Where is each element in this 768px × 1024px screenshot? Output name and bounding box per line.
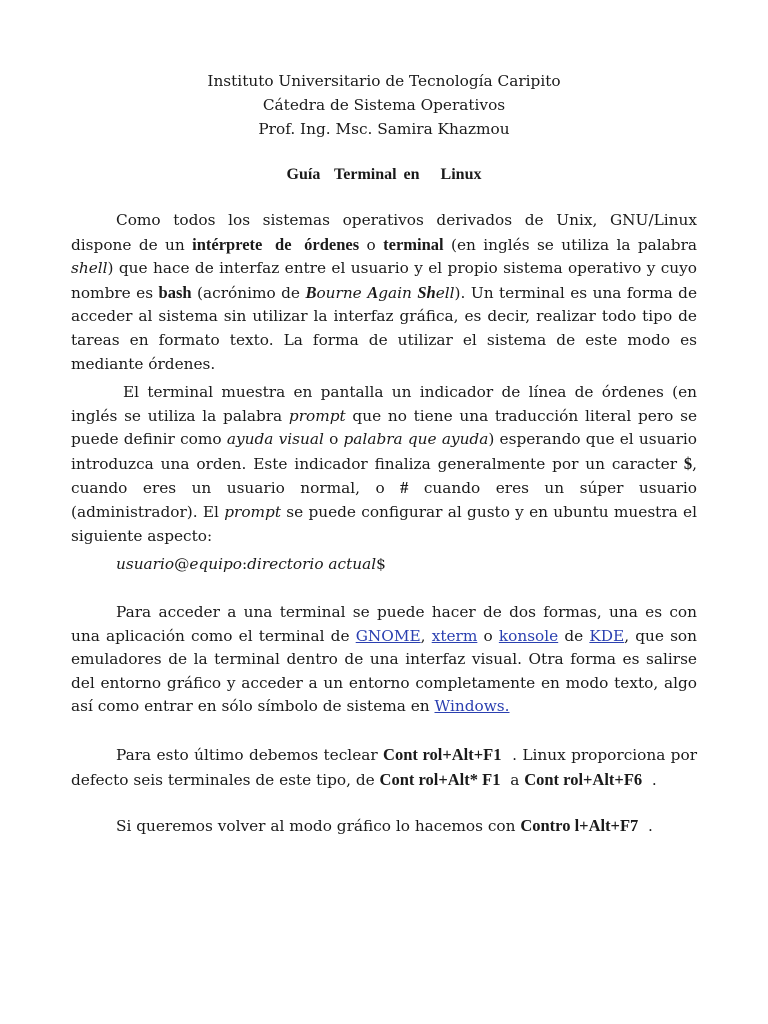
italic-term: prompt	[224, 502, 281, 521]
text: a	[500, 770, 525, 789]
link-gnome[interactable]: GNOME	[355, 626, 421, 645]
prompt-colon: :	[241, 555, 248, 573]
italic-term: shell	[71, 259, 108, 278]
prompt-example	[116, 555, 386, 573]
text: de	[558, 626, 590, 645]
text: ) esperando que el usuario introduzca una orden. Este indicador finaliza generalmente por un caracter	[71, 430, 697, 473]
paragraph-prompt	[71, 381, 697, 548]
text: Para esto último debemos teclear	[116, 746, 384, 764]
text: Si queremos volver al modo gráfico lo hacemos con	[116, 817, 521, 835]
text: .	[642, 770, 657, 789]
text: o	[323, 430, 344, 449]
italic-term: ell	[435, 283, 455, 302]
link-windows[interactable]: Windows.	[434, 697, 510, 716]
link-konsole[interactable]: konsole	[498, 626, 559, 645]
shortcut-ctrl-alt-f6: Cont rol+Alt+F6	[524, 769, 643, 789]
institution-name: Instituto Universitario de Tecnología Caripito	[207, 72, 561, 90]
department-name: Cátedra de Sistema Operativos	[262, 95, 506, 114]
paragraph-shortcuts	[71, 743, 702, 792]
text: (en inglés se utiliza la palabra	[443, 235, 697, 254]
bold-term: bash	[158, 282, 192, 302]
prompt-dollar: $	[376, 555, 386, 573]
text: Como todos los sistemas operativos derivados de Unix, GNU/Linux dispone de un	[71, 211, 697, 254]
text: (acrónimo de	[191, 283, 306, 302]
link-xterm[interactable]: xterm	[431, 626, 478, 645]
link-kde[interactable]: KDE	[589, 626, 625, 645]
document-title: Guía Terminal en Linux	[286, 166, 482, 183]
shortcut-ctrl-alt-f1-range: Cont rol+Alt* F1	[379, 769, 501, 789]
bold-term: intérprete de órdenes	[192, 234, 360, 254]
text: cuando eres un súper usuario (administrador). El	[71, 479, 697, 521]
text: se puede configurar al gusto y en ubuntu muestra el siguiente aspecto:	[71, 502, 697, 545]
italic-term: palabra que ayuda	[343, 430, 489, 449]
text: que no tiene una traducción literal pero se puede definir como	[71, 406, 698, 449]
text: o	[477, 626, 499, 645]
document-header	[0, 70, 768, 141]
shortcut-ctrl-alt-f7: Contro l+Alt+F7	[520, 816, 639, 835]
bold-italic-letter: B	[305, 282, 317, 302]
bold-italic-letter: A	[367, 282, 379, 302]
bold-italic-letter: Sh	[417, 282, 436, 302]
text: . Linux proporciona por defecto seis terminales de este tipo, de	[71, 746, 702, 789]
paragraph-intro	[71, 209, 697, 376]
bold-symbol: #	[400, 478, 409, 498]
bold-symbol: $	[683, 453, 693, 473]
paragraph-graphic-mode	[71, 814, 697, 839]
italic-term: gain	[378, 283, 418, 302]
prompt-dir: directorio actual	[247, 555, 377, 573]
shortcut-ctrl-alt-f1: Cont rol+Alt+F1	[383, 745, 502, 764]
prompt-host: equipo	[189, 555, 242, 573]
prompt-user: usuario	[116, 555, 175, 573]
prompt-at: @	[174, 555, 190, 573]
paragraph-access	[71, 601, 697, 719]
text: o	[359, 235, 384, 254]
text: .	[638, 817, 653, 835]
text: ,	[420, 626, 432, 645]
text: , que son emuladores de la terminal dentro de una interfaz visual. Otra forma es salirse del entorno gráfico y acceder a un entorno completamente en modo texto, algo así como entrar en sólo símbolo de sistema en	[71, 626, 697, 716]
text: Para acceder a una terminal se puede hacer de dos formas, una es con una aplicación como el terminal de	[71, 603, 697, 645]
text: ). Un terminal es una forma de acceder al sistema sin utilizar la interfaz gráfica, es decir, realizar todo tipo de tareas en formato texto. La forma de utilizar el sistema de este modo es mediante órdenes.	[71, 283, 697, 373]
text: , cuando eres un usuario normal, o	[71, 454, 697, 498]
italic-term: ayuda visual	[226, 430, 324, 449]
professor-name: Prof. Ing. Msc. Samira Khazmou	[258, 119, 510, 138]
italic-term: ourne	[316, 283, 368, 302]
text: El terminal muestra en pantalla un indicador de línea de órdenes (en inglés se utiliza la palabra	[71, 383, 697, 425]
text: ) que hace de interfaz entre el usuario y el propio sistema operativo y cuyo nombre es	[71, 259, 697, 302]
bold-term: terminal	[383, 234, 444, 254]
italic-term: prompt	[288, 406, 346, 425]
